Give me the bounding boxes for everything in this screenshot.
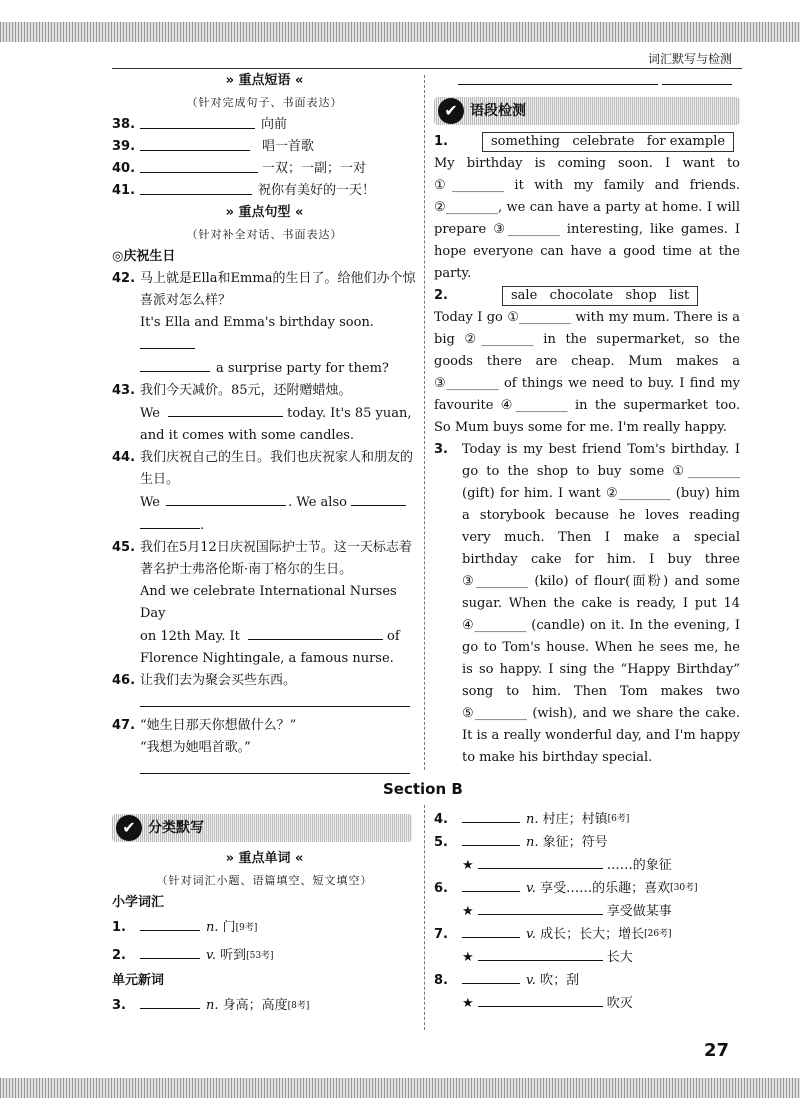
bottom-decor-band (0, 1078, 800, 1098)
topic-heading: ◎庆祝生日 (112, 249, 176, 264)
passage-2-text: Today I go ①________ with my mum. There is a big ②________ in the supermarket, so the goods there are cheap. Mum makes a ③________ of things we need to buy. I find my favourite ④________ in the supermarket too. So Mum buys some for me. I'm really happy. (434, 310, 740, 435)
word-item: 6. v. 享受……的乐趣；喜欢[30考] (434, 877, 740, 900)
answer-blank[interactable] (351, 491, 406, 506)
word-item: 7. v. 成长；长大；增长[26考] (434, 923, 740, 946)
answer-blank[interactable] (478, 946, 603, 961)
checkmark-icon: ✔ (438, 98, 464, 124)
page-number: 27 (704, 1040, 730, 1061)
left-column (112, 70, 417, 782)
section-b-right (434, 808, 740, 1015)
answer-blank[interactable] (140, 158, 258, 173)
answer-blank[interactable] (462, 808, 520, 823)
answer-blank[interactable] (248, 625, 383, 640)
answer-blank[interactable] (462, 877, 520, 892)
answer-blank[interactable] (140, 334, 195, 349)
word-item: 4. n. 村庄；村镇[6考] (434, 808, 740, 831)
word-item: 1. n. 门[9考] (112, 914, 417, 942)
phrases-subtitle: （针对完成句子、书面表达） (186, 96, 343, 109)
column-divider-b (424, 805, 425, 1030)
answer-blank[interactable] (140, 759, 410, 774)
question-46: 46. 让我们去为聚会买些东西。 (112, 670, 417, 715)
section-b-title: Section B (383, 780, 463, 798)
answer-blank[interactable] (458, 70, 658, 85)
phrase-item: 40. 一双；一副；一对 (112, 158, 417, 180)
answer-blank[interactable] (140, 357, 210, 372)
right-column (434, 70, 740, 769)
header-title: 词汇默写与检测 (647, 52, 732, 66)
section-b-left (112, 810, 417, 1040)
passage-1-text: My birthday is coming soon. I want to ①________ it with my family and friends. ②________, we can have a party at home. I will prepare ③________ interesting, like games. I hope everyone can have a good time at the party. (434, 156, 740, 281)
answer-blank[interactable] (478, 854, 603, 869)
word-extension: ★ 吹灭 (462, 992, 740, 1015)
word-item: 2. v. 听到[53考] (112, 942, 417, 970)
question-43: 43. 我们今天减价。85元，还附赠蜡烛。 We today. It's 85 yuan, and it comes with some candles. (112, 383, 412, 443)
answer-blank[interactable] (140, 136, 250, 151)
passage-2: 2. sale chocolate shop list (434, 285, 740, 307)
answer-blank[interactable] (168, 402, 283, 417)
category-new-words: 单元新词 (112, 973, 165, 988)
answer-blank[interactable] (662, 70, 732, 85)
category-writing-banner: ✔ 分类默写 (112, 814, 412, 842)
word-box: something celebrate for example (482, 132, 734, 152)
column-divider (424, 75, 425, 770)
answer-blank[interactable] (462, 923, 520, 938)
answer-blank[interactable] (478, 900, 603, 915)
answer-blank[interactable] (140, 514, 200, 529)
answer-blank[interactable] (462, 969, 520, 984)
word-item: 8. v. 吹；刮 (434, 969, 740, 992)
words-title: » 重点单词 « (225, 851, 304, 866)
answer-blank[interactable] (140, 114, 255, 129)
phrase-item: 41. 祝你有美好的一天！ (112, 180, 417, 202)
answer-blank[interactable] (140, 180, 252, 195)
word-extension: ★ 享受做某事 (462, 900, 740, 923)
category-primary-words: 小学词汇 (112, 895, 165, 910)
answer-blank[interactable] (166, 491, 286, 506)
word-item: 5. n. 象征；符号 (434, 831, 740, 854)
question-42: 42. 马上就是Ella和Emma的生日了。给他们办个惊喜派对怎么样？ It's Ella and Emma's birthday soon. a surprise party for them? (112, 271, 416, 376)
question-45: 45. 我们在5月12日庆祝国际护士节。这一天标志着著名护士弗洛伦斯·南丁格尔的生日。 And we celebrate International Nurses Day on 12th May. It of Florence Nightingale, a famous nurse. (112, 540, 412, 666)
answer-blank[interactable] (478, 992, 603, 1007)
phrase-item: 39. 唱一首歌 (112, 136, 417, 158)
answer-blank[interactable] (462, 831, 520, 846)
word-extension: ★ 长大 (462, 946, 740, 969)
words-subtitle: （针对词汇小题、语篇填空、短文填空） (156, 874, 373, 887)
checkmark-icon: ✔ (116, 815, 142, 841)
top-decor-band (0, 22, 800, 42)
answer-blank[interactable] (140, 916, 200, 931)
passage-1: 1. something celebrate for example (434, 131, 740, 153)
answer-blank[interactable] (140, 994, 200, 1009)
sentences-title: » 重点句型 « (225, 205, 304, 220)
answer-blank[interactable] (140, 944, 200, 959)
word-extension: ★ ……的象征 (462, 854, 740, 877)
sentences-subtitle: （针对补全对话、书面表达） (186, 228, 343, 241)
header-rule (112, 68, 742, 69)
question-47: 47. “她生日那天你想做什么？” “我想为她唱首歌。” (112, 715, 417, 782)
answer-blank[interactable] (140, 692, 410, 707)
phrase-item: 38. 向前 (112, 114, 417, 136)
passage-check-banner: ✔ 语段检测 (434, 97, 740, 125)
word-box: sale chocolate shop list (502, 286, 698, 306)
phrases-title: » 重点短语 « (225, 73, 304, 88)
question-44: 44. 我们庆祝自己的生日。我们也庆祝家人和朋友的生日。 We . We also . (112, 450, 414, 533)
passage-3: 3. Today is my best friend Tom's birthday. I go to the shop to buy some ①________ (gift) for him. I want ②________ (buy) him a storybook because he loves reading very much. Then I make a special birthday cake for him. I buy three ③________ (kilo) of flour(面粉) and some sugar. When the cake is ready, I put 14 ④________ (candle) on it. In the evening, I go to Tom's house. When he sees me, he is so happy. I sing the “Happy Birthday” song to him. Then Tom makes two ⑤________ (wish), and we share the cake. It is a really wonderful day, and I'm happy to make his birthday special. (434, 442, 740, 765)
word-item: 3. n. 身高；高度[8考] (112, 992, 417, 1020)
